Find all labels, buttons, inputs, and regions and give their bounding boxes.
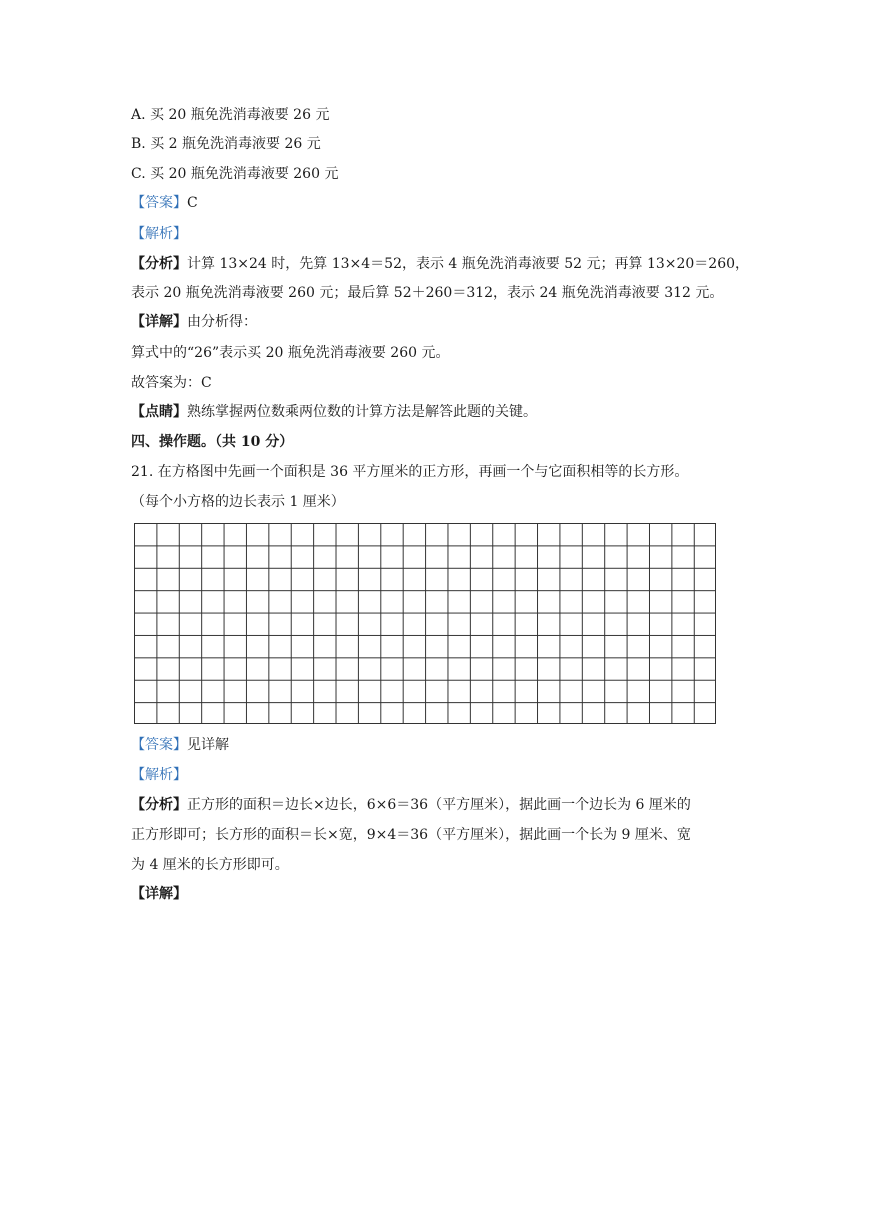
q21-fenxi-line2: 正方形即可；长方形的面积＝长×宽，9×4＝36（平方厘米），据此画一个长为 9 厘米、宽	[131, 827, 691, 843]
q21-analysis-tag: 【解析】	[131, 767, 187, 783]
fenxi-tag: 【分析】	[131, 797, 187, 813]
q20-xiangjie	[131, 312, 257, 332]
option-b: B. 买 2 瓶免洗消毒液要 26 元	[131, 136, 321, 152]
fenxi-tag: 【分析】	[131, 256, 187, 272]
q20-fenxi-line2: 表示 20 瓶免洗消毒液要 260 元；最后算 52＋260＝312，表示 24 瓶免洗消毒液要 312 元。	[131, 285, 724, 301]
q20-analysis-tag: 【解析】	[131, 226, 187, 242]
q21-answer	[131, 735, 229, 755]
q20-meaning-line: 算式中的“26”表示买 20 瓶免洗消毒液要 260 元。	[131, 345, 450, 361]
dianjing-text: 熟练掌握两位数乘两位数的计算方法是解答此题的关键。	[187, 404, 537, 420]
section-title: 四、操作题。（共 10 分）	[131, 434, 294, 450]
fenxi-text: 计算 13×24 时，先算 13×4＝52，表示 4 瓶免洗消毒液要 52 元；再算 13×20＝260，	[187, 256, 750, 272]
q21-fenxi-line3: 为 4 厘米的长方形即可。	[131, 857, 289, 873]
q21-question-line2: （每个小方格的边长表示 1 厘米）	[131, 494, 345, 510]
answer-value: 见详解	[187, 737, 229, 753]
xiangjie-tag: 【详解】	[131, 314, 187, 330]
answer-tag: 【答案】	[131, 737, 187, 753]
option-a: A. 买 20 瓶免洗消毒液要 26 元	[131, 107, 330, 123]
square-grid	[134, 523, 716, 724]
dianjing-tag: 【点睛】	[131, 404, 187, 420]
xiangjie-text: 由分析得：	[187, 314, 257, 330]
q20-answer	[131, 193, 198, 213]
answer-tag: 【答案】	[131, 195, 187, 211]
q20-final-answer: 故答案为：C	[131, 375, 212, 391]
q21-question-line1: 21. 在方格图中先画一个面积是 36 平方厘米的正方形，再画一个与它面积相等的长方形。	[131, 464, 689, 480]
q21-fenxi-line1	[131, 795, 691, 815]
option-c: C. 买 20 瓶免洗消毒液要 260 元	[131, 166, 339, 182]
q20-fenxi-line1	[131, 254, 749, 274]
fenxi-text: 正方形的面积＝边长×边长，6×6＝36（平方厘米），据此画一个边长为 6 厘米的	[187, 797, 691, 813]
q20-dianjing	[131, 402, 537, 422]
answer-value: C	[187, 195, 198, 211]
q21-xiangjie-tag: 【详解】	[131, 886, 187, 902]
